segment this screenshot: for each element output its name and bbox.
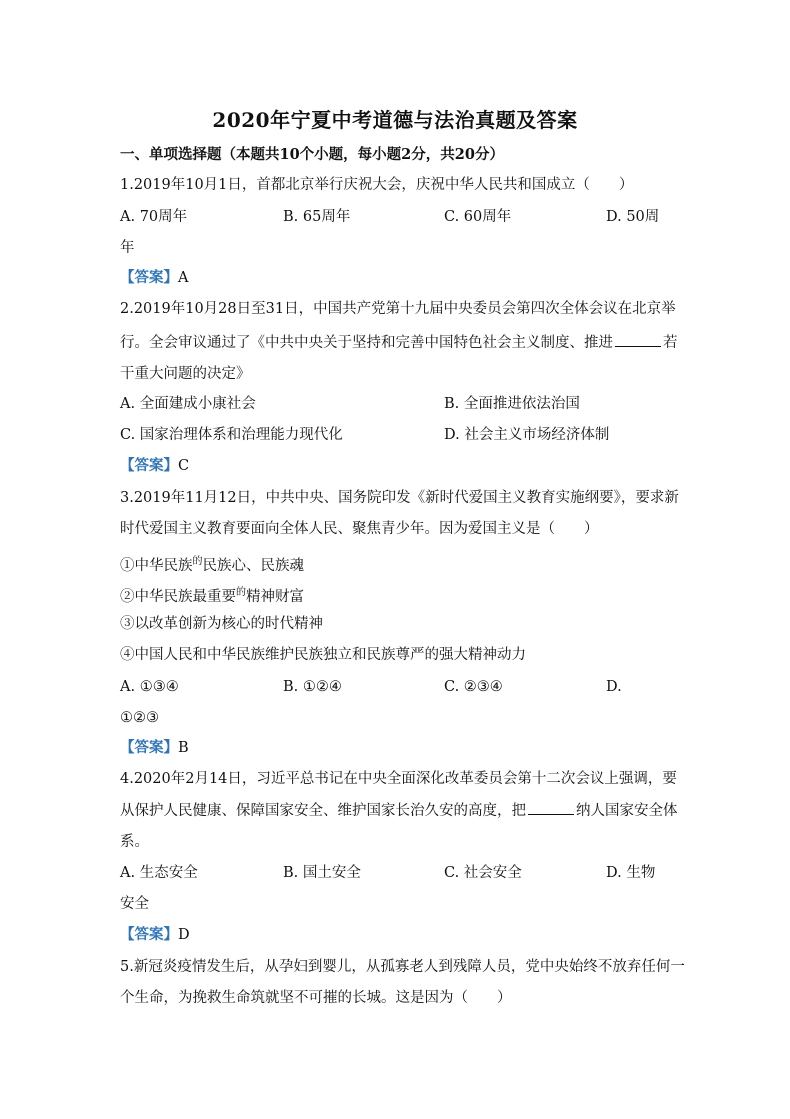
- answer-letter: C: [178, 458, 190, 474]
- q3-option-a: A. ①③④: [120, 679, 179, 695]
- q4-option-wrap: 安全: [120, 896, 149, 912]
- q3-statement-3: ③以改革创新为核心的时代精神: [120, 616, 323, 632]
- statement-text: ①中华民族: [120, 557, 193, 574]
- q3-statement-4: ④中国人民和中华民族维护民族独立和民族尊严的强大精神动力: [120, 647, 526, 663]
- answer-label: 【答案】: [120, 269, 178, 286]
- question-4-line-3: 系。: [120, 834, 149, 850]
- fill-blank: [528, 800, 574, 815]
- q1-option-a: A. 70周年: [120, 209, 188, 225]
- q1-option-d: D. 50周: [606, 209, 660, 225]
- q2-text-before-blank: 行。全会审议通过了《中共中央关于坚持和完善中国特色社会主义制度、推进: [120, 335, 613, 351]
- question-4-line-2: [120, 800, 678, 821]
- q4-text-after-blank: 纳人国家安全体: [576, 803, 678, 819]
- statement-superscript: 的: [236, 587, 246, 598]
- question-3-line-2: 时代爱国主义教育要面向全体人民、聚焦青少年。因为爱国主义是（ ）: [120, 521, 599, 537]
- statement-text: 民族心、民族魂: [202, 557, 304, 574]
- q2-text-after-blank: 若: [663, 335, 678, 351]
- question-2-line-3: 干重大问题的决定》: [120, 366, 251, 382]
- q3-option-d: D.: [606, 679, 622, 695]
- question-2-line-1: 2.2019年10月28日至31日，中国共产党第十九届中央委员会第四次全体会议在北京举: [120, 301, 676, 317]
- question-5-line-1: 5.新冠炎疫情发生后，从孕妇到婴儿，从孤寡老人到残障人员，党中央始终不放弃任何一: [120, 959, 685, 975]
- answer-letter: D: [178, 927, 190, 943]
- q4-option-b: B. 国土安全: [283, 865, 361, 881]
- q2-answer: [120, 456, 189, 476]
- question-1-stem: 1.2019年10月1日，首都北京举行庆祝大会，庆祝中华人民共和国成立（ ）: [120, 177, 634, 193]
- question-3-line-1: 3.2019年11月12日，中共中央、国务院印发《新时代爱国主义教育实施纲要》，要求新: [120, 490, 679, 506]
- fill-blank: [615, 332, 661, 347]
- q1-option-wrap: 年: [120, 240, 135, 256]
- statement-text: 精神财富: [246, 588, 304, 605]
- q2-option-c: C. 国家治理体系和治理能力现代化: [120, 427, 343, 443]
- section-heading: 一、单项选择题（本题共10个小题，每小题2分，共20分）: [120, 146, 504, 163]
- q1-option-b: B. 65周年: [283, 209, 351, 225]
- q3-option-c: C. ②③④: [444, 679, 503, 695]
- q3-statement-2: [120, 583, 304, 607]
- q3-option-wrap: ①②③: [120, 710, 159, 726]
- q2-option-d: D. 社会主义市场经济体制: [444, 427, 610, 443]
- q1-option-c: C. 60周年: [444, 209, 512, 225]
- q3-answer: [120, 738, 189, 758]
- q4-option-d: D. 生物: [606, 865, 656, 881]
- question-4-line-1: 4.2020年2月14日，习近平总书记在中央全面深化改革委员会第十二次会议上强调，要: [120, 771, 677, 787]
- statement-text: ②中华民族最重要: [120, 588, 236, 605]
- answer-label: 【答案】: [120, 926, 178, 943]
- answer-label: 【答案】: [120, 739, 178, 756]
- answer-label: 【答案】: [120, 457, 178, 474]
- q2-option-a: A. 全面建成小康社会: [120, 396, 256, 412]
- q4-option-c: C. 社会安全: [444, 865, 522, 881]
- answer-letter: A: [178, 270, 189, 286]
- q4-option-a: A. 生态安全: [120, 865, 198, 881]
- question-5-line-2: 个生命，为挽救生命筑就坚不可摧的长城。这是因为（ ）: [120, 990, 512, 1006]
- answer-letter: B: [178, 740, 189, 756]
- q1-answer: [120, 268, 188, 288]
- q3-option-b: B. ①②④: [283, 679, 342, 695]
- document-title: 2020年宁夏中考道德与法治真题及答案: [212, 108, 578, 132]
- question-2-line-2: [120, 332, 678, 353]
- q3-statement-1: [120, 552, 304, 576]
- q4-answer: [120, 925, 190, 945]
- q2-option-b: B. 全面推进依法治国: [444, 396, 580, 412]
- statement-superscript: 的: [192, 556, 203, 567]
- q4-text-before-blank: 从保护人民健康、保障国家安全、维护国家长治久安的高度，把: [120, 803, 526, 819]
